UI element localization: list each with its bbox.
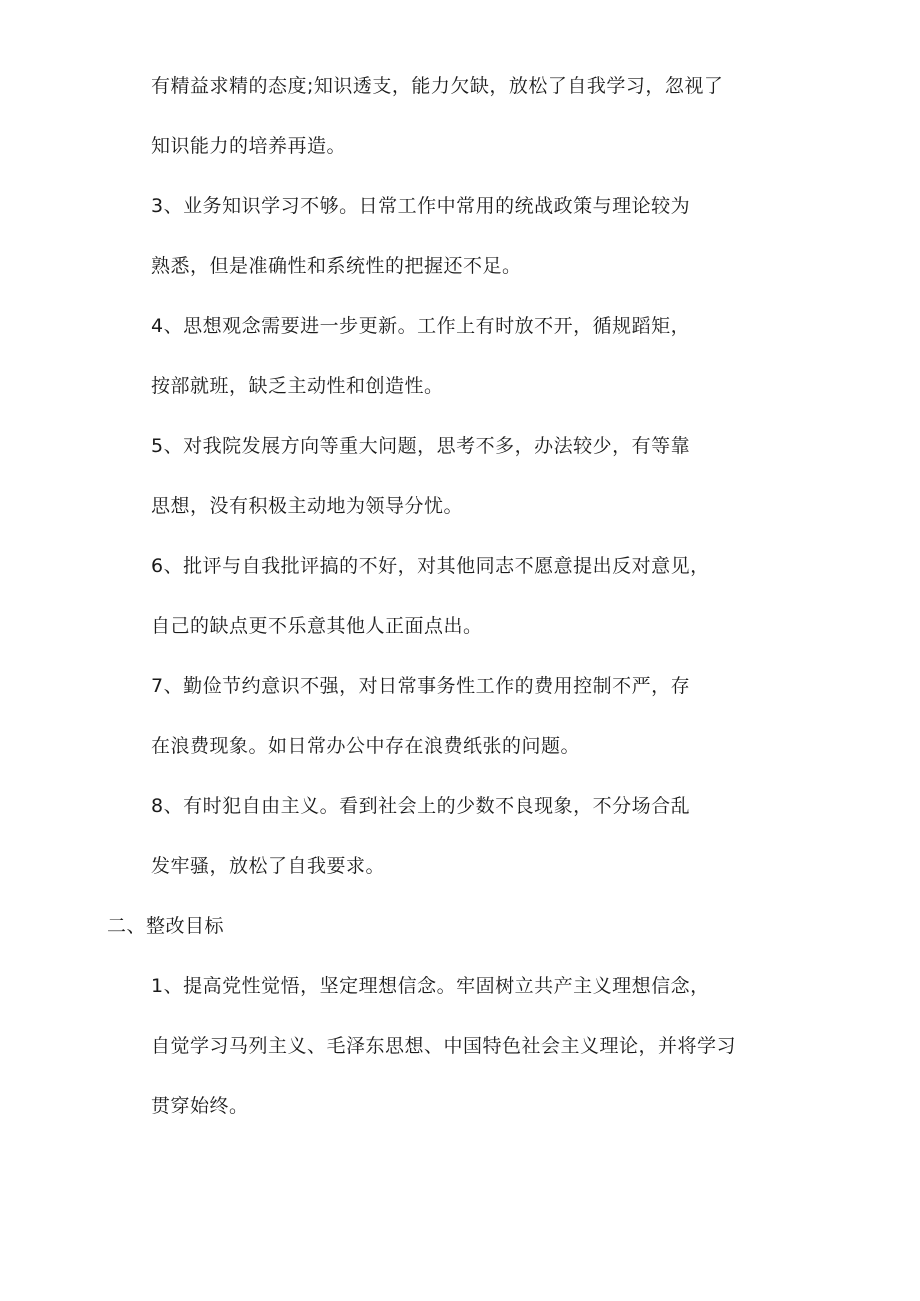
list-item-8-line: 8、有时犯自由主义。看到社会上的少数不良现象，不分场合乱 bbox=[151, 795, 691, 817]
list-item-3-line: 3、业务知识学习不够。日常工作中常用的统战政策与理论较为 bbox=[151, 195, 691, 217]
paragraph-line: 自己的缺点更不乐意其他人正面点出。 bbox=[151, 615, 483, 637]
paragraph-line: 知识能力的培养再造。 bbox=[151, 135, 347, 157]
list-item-1-line: 1、提高党性觉悟，坚定理想信念。牢固树立共产主义理想信念， bbox=[151, 975, 710, 997]
section-heading: 二、整改目标 bbox=[107, 915, 225, 937]
paragraph-line: 熟悉，但是准确性和系统性的把握还不足。 bbox=[151, 255, 522, 277]
paragraph-line: 思想，没有积极主动地为领导分忧。 bbox=[151, 495, 464, 517]
paragraph-line: 按部就班，缺乏主动性和创造性。 bbox=[151, 375, 444, 397]
list-item-7-line: 7、勤俭节约意识不强，对日常事务性工作的费用控制不严，存 bbox=[151, 675, 691, 697]
list-item-5-line: 5、对我院发展方向等重大问题，思考不多，办法较少，有等靠 bbox=[151, 435, 691, 457]
paragraph-line: 自觉学习马列主义、毛泽东思想、中国特色社会主义理论，并将学习 bbox=[151, 1035, 737, 1057]
paragraph-line: 有精益求精的态度;知识透支，能力欠缺，放松了自我学习，忽视了 bbox=[151, 75, 724, 97]
list-item-6-line: 6、批评与自我批评搞的不好，对其他同志不愿意提出反对意见， bbox=[151, 555, 710, 577]
paragraph-line: 在浪费现象。如日常办公中存在浪费纸张的问题。 bbox=[151, 735, 581, 757]
list-item-4-line: 4、思想观念需要进一步更新。工作上有时放不开，循规蹈矩， bbox=[151, 315, 691, 337]
paragraph-line: 贯穿始终。 bbox=[151, 1095, 249, 1117]
paragraph-line: 发牢骚，放松了自我要求。 bbox=[151, 855, 386, 877]
